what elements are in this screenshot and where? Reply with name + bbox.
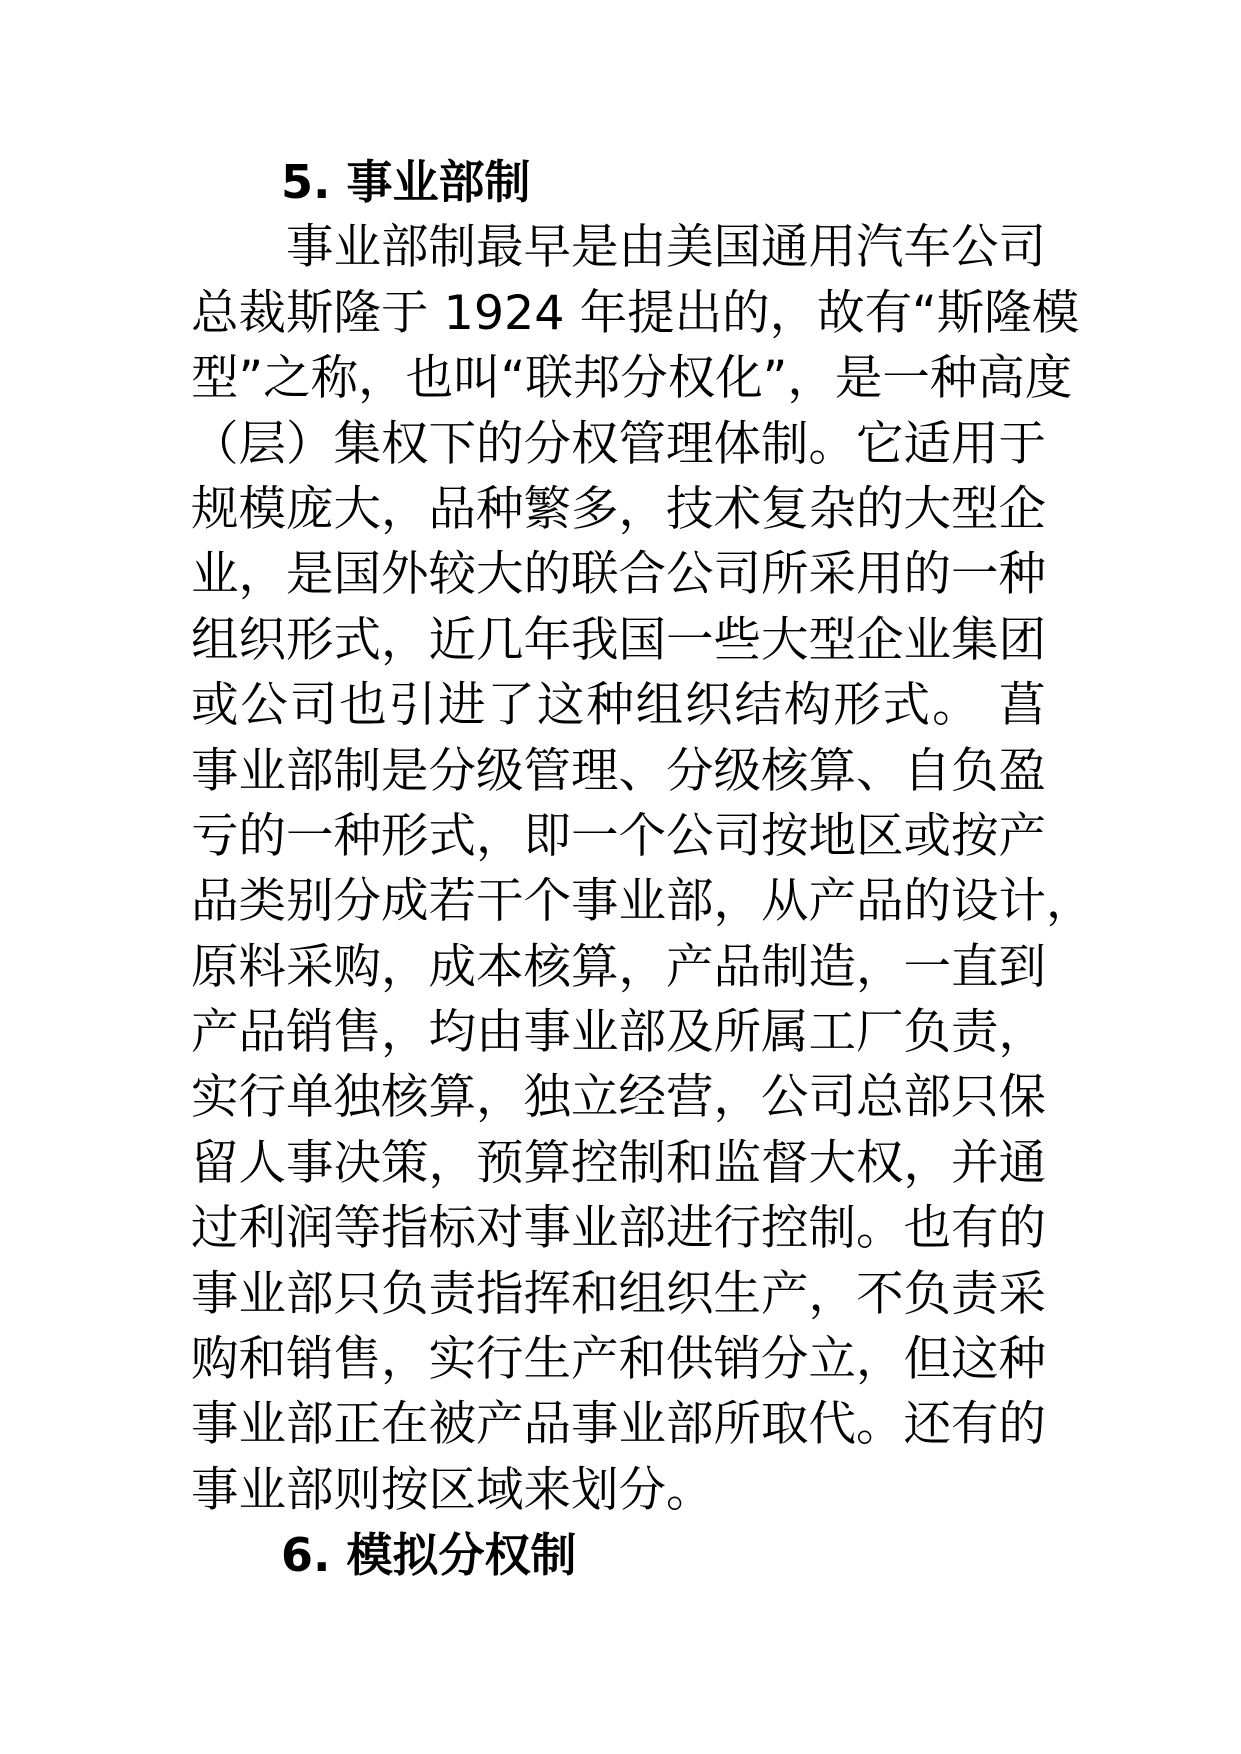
- body-line: 事业部只负责指挥和组织生产，不负责采: [191, 1266, 1046, 1322]
- body-line: 或公司也引进了这种组织结构形式。 菖: [191, 678, 1046, 734]
- body-line: 原料采购，成本核算，产品制造，一直到: [191, 939, 1046, 995]
- body-line: 业，是国外较大的联合公司所采用的一种: [191, 547, 1046, 603]
- body-line: 事业部制是分级管理、分级核算、自负盈: [191, 743, 1046, 799]
- body-line: 亏的一种形式，即一个公司按地区或按产: [191, 808, 1046, 864]
- body-line: 规模庞大，品种繁多，技术复杂的大型企: [191, 481, 1046, 537]
- body-line: 组织形式，近几年我国一些大型企业集团: [191, 612, 1046, 668]
- body-line: 购和销售，实行生产和供销分立，但这种: [191, 1332, 1046, 1388]
- body-line: 总裁斯隆于 1924 年提出的，故有“斯隆模: [191, 285, 1080, 341]
- body-line: 留人事决策，预算控制和监督大权，并通: [191, 1135, 1046, 1191]
- body-line: 产品销售，均由事业部及所属工厂负责，: [191, 1005, 1046, 1061]
- body-line: 事业部正在被产品事业部所取代。还有的: [191, 1397, 1046, 1453]
- body-paragraph: [191, 215, 1094, 1523]
- body-line: 型”之称，也叫“联邦分权化”，是一种高度: [191, 351, 1073, 407]
- section-heading-6: 6. 模拟分权制: [281, 1528, 577, 1583]
- body-line: 事业部制最早是由美国通用汽车公司: [286, 220, 1046, 276]
- body-line: 实行单独核算，独立经营，公司总部只保: [191, 1070, 1046, 1126]
- body-line: 事业部则按区域来划分。: [191, 1462, 714, 1518]
- body-line: （层）集权下的分权管理体制。它适用于: [191, 416, 1046, 472]
- document-page: [191, 150, 1094, 1589]
- body-line: 品类别分成若干个事业部，从产品的设计，: [191, 874, 1094, 930]
- body-line: 过利润等指标对事业部进行控制。也有的: [191, 1201, 1046, 1257]
- section-heading-5: 5. 事业部制: [281, 155, 531, 209]
